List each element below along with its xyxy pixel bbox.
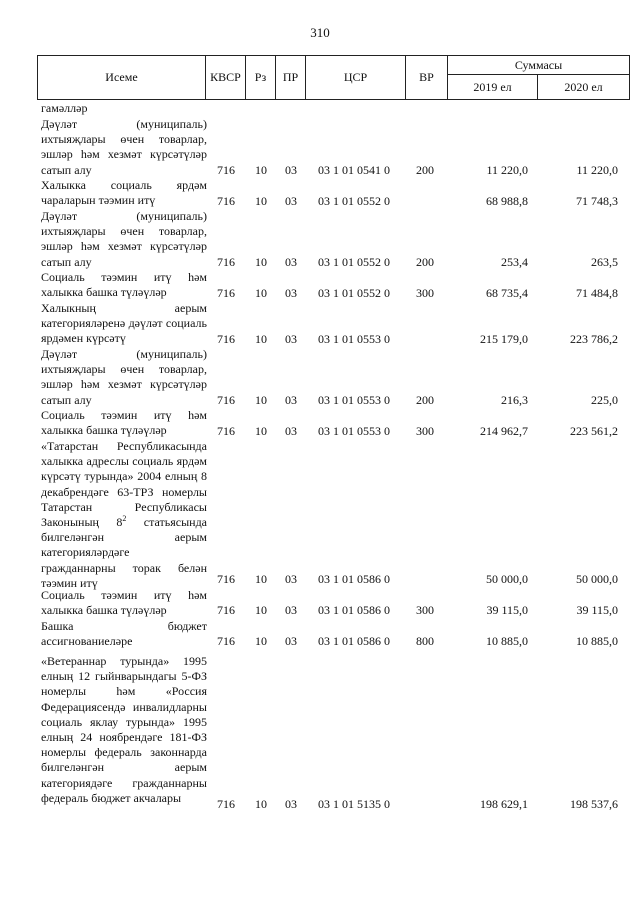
row-name-text: «Татарстан Республикасында халыкка адреслы социаль ярдәм күрсәтү турында» 2004 елның 8 декабрендәге 63-ТРЗ номерлы Татарстан Республикасы Законының 8: [41, 439, 207, 530]
row-pr: 03: [285, 163, 297, 177]
row-name: Дәүләт (муниципаль) ихтыяҗлары өчен товарлар, эшләр һәм хезмәт күрсәтүләр сатып алу: [41, 117, 207, 177]
row-csr: 03 1 01 0586 0: [318, 603, 390, 617]
header-year-2020: 2020 ел: [538, 75, 630, 100]
row-2019: 68 988,8: [486, 194, 528, 208]
header-pr: ПР: [276, 56, 306, 100]
row-rz: 10: [255, 286, 267, 300]
row-kvsr: 716: [217, 194, 235, 208]
row-rz: 10: [255, 393, 267, 407]
row-2020: 39 115,0: [576, 603, 618, 617]
row-kvsr: 716: [217, 603, 235, 617]
row-vr: 200: [416, 393, 434, 407]
row-pr: 03: [285, 424, 297, 438]
header-vr: ВР: [406, 56, 448, 100]
header-rz: Рз: [246, 56, 276, 100]
row-2020: 71 748,3: [576, 194, 618, 208]
continuation-text: гамәлләр: [41, 101, 88, 115]
row-rz: 10: [255, 194, 267, 208]
row-pr: 03: [285, 572, 297, 586]
header-sums: Суммасы: [448, 56, 630, 75]
row-kvsr: 716: [217, 572, 235, 586]
row-2020: 198 537,6: [570, 797, 618, 811]
row-kvsr: 716: [217, 393, 235, 407]
row-2019: 198 629,1: [480, 797, 528, 811]
row-name: Дәүләт (муниципаль) ихтыяҗлары өчен товарлар, эшләр һәм хезмәт күрсәтүләр сатып алу: [41, 209, 207, 269]
row-vr: 200: [416, 255, 434, 269]
row-rz: 10: [255, 572, 267, 586]
row-csr: 03 1 01 5135 0: [318, 797, 390, 811]
row-rz: 10: [255, 332, 267, 346]
row-name: Халыкка социаль ярдәм чараларын тәэмин итү: [41, 178, 207, 208]
row-2019: 215 179,0: [480, 332, 528, 346]
row-name: Халыкның аерым категорияләренә дәүләт социаль ярдәмен күрсәтү: [41, 301, 207, 346]
row-2020: 10 885,0: [576, 634, 618, 648]
header-kvsr: КВСР: [206, 56, 246, 100]
page-number: 310: [310, 25, 330, 40]
row-2020: 223 786,2: [570, 332, 618, 346]
row-name: Социаль тәэмин итү һәм халыкка башка түләүләр: [41, 588, 207, 618]
header-csr: ЦСР: [306, 56, 406, 100]
row-csr: 03 1 01 0552 0: [318, 255, 390, 269]
row-vr: 300: [416, 424, 434, 438]
row-rz: 10: [255, 603, 267, 617]
row-name: [41, 439, 207, 591]
row-name: Башка бюджет ассигнованиеләре: [41, 619, 207, 649]
row-rz: 10: [255, 424, 267, 438]
header-year-2019: 2019 ел: [448, 75, 538, 100]
row-2019: 39 115,0: [486, 603, 528, 617]
row-2019: 216,3: [501, 393, 528, 407]
row-rz: 10: [255, 255, 267, 269]
row-2019: 11 220,0: [486, 163, 528, 177]
row-vr: 300: [416, 603, 434, 617]
row-2019: 50 000,0: [486, 572, 528, 586]
row-2020: 11 220,0: [576, 163, 618, 177]
row-2019: 68 735,4: [486, 286, 528, 300]
row-csr: 03 1 01 0553 0: [318, 393, 390, 407]
row-name: Социаль тәэмин итү һәм халыкка башка түләүләр: [41, 270, 207, 300]
row-2020: 263,5: [591, 255, 618, 269]
row-pr: 03: [285, 332, 297, 346]
row-pr: 03: [285, 255, 297, 269]
row-name-tail: статьясында билгеләнгән аерым категорияләрдәге гражданнарны торак белән тәэмин итү: [41, 515, 207, 590]
row-name: Социаль тәэмин итү һәм халыкка башка түләүләр: [41, 408, 207, 438]
row-pr: 03: [285, 634, 297, 648]
row-csr: 03 1 01 0552 0: [318, 286, 390, 300]
row-csr: 03 1 01 0586 0: [318, 572, 390, 586]
row-2019: 10 885,0: [486, 634, 528, 648]
row-kvsr: 716: [217, 255, 235, 269]
row-name: Дәүләт (муниципаль) ихтыяҗлары өчен товарлар, эшләр һәм хезмәт күрсәтүләр сатып алу: [41, 347, 207, 407]
row-kvsr: 716: [217, 332, 235, 346]
row-2020: 50 000,0: [576, 572, 618, 586]
row-pr: 03: [285, 286, 297, 300]
row-rz: 10: [255, 163, 267, 177]
row-rz: 10: [255, 634, 267, 648]
row-kvsr: 716: [217, 797, 235, 811]
row-kvsr: 716: [217, 163, 235, 177]
row-2020: 71 484,8: [576, 286, 618, 300]
row-csr: 03 1 01 0541 0: [318, 163, 390, 177]
row-2019: 214 962,7: [480, 424, 528, 438]
row-2020: 223 561,2: [570, 424, 618, 438]
row-csr: 03 1 01 0553 0: [318, 424, 390, 438]
row-rz: 10: [255, 797, 267, 811]
row-csr: 03 1 01 0586 0: [318, 634, 390, 648]
row-pr: 03: [285, 194, 297, 208]
row-2019: 253,4: [501, 255, 528, 269]
row-pr: 03: [285, 393, 297, 407]
header-name: Исеме: [38, 56, 206, 100]
row-2020: 225,0: [591, 393, 618, 407]
row-kvsr: 716: [217, 634, 235, 648]
row-vr: 800: [416, 634, 434, 648]
row-kvsr: 716: [217, 286, 235, 300]
row-csr: 03 1 01 0553 0: [318, 332, 390, 346]
row-pr: 03: [285, 797, 297, 811]
row-csr: 03 1 01 0552 0: [318, 194, 390, 208]
row-pr: 03: [285, 603, 297, 617]
row-name: «Ветераннар турында» 1995 елның 12 гыйнварындагы 5-ФЗ номерлы һәм «Россия Федерациясендә инвалидларны социаль яклау турында» 1995 елның 24 ноябрендәге 181-ФЗ номерлы федераль законнарда билгеләнгән аерым категориядәге гражданнарны федераль бюджет акчалары: [41, 654, 207, 805]
superscript: 2: [122, 514, 127, 524]
row-kvsr: 716: [217, 424, 235, 438]
row-vr: 300: [416, 286, 434, 300]
row-vr: 200: [416, 163, 434, 177]
